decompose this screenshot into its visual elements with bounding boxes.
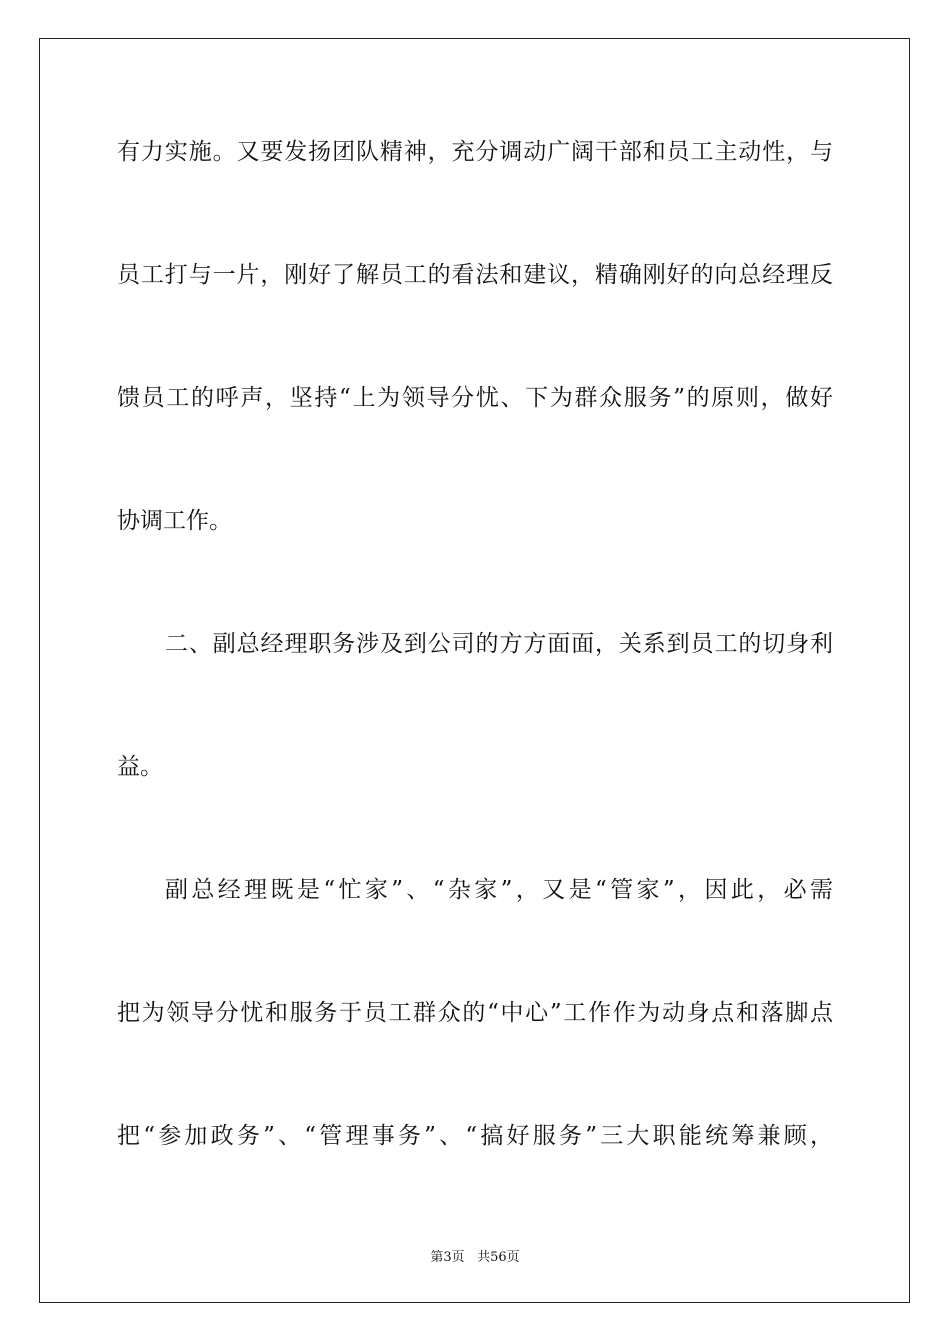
text-line-8: 把为领导分忧和服务于员工群众的“中心”工作作为动身点和落脚点 (117, 1000, 833, 1026)
page-number-current: 第3页 (430, 1250, 465, 1265)
text-line-5: 二、副总经理职务涉及到公司的方方面面，关系到员工的切身利 (165, 631, 833, 657)
text-line-4: 协调工作。 (117, 508, 232, 534)
text-line-9: 把“参加政务”、“管理事务”、“搞好服务”三大职能统筹兼顾， (117, 1123, 833, 1149)
page-number-total: 共56页 (477, 1250, 520, 1265)
text-line-2: 员工打与一片，刚好了解员工的看法和建议，精确刚好的向总经理反 (117, 262, 833, 288)
page-border (39, 38, 910, 1303)
text-line-6: 益。 (117, 754, 163, 780)
text-line-1: 有力实施。又要发扬团队精神，充分调动广阔干部和员工主动性，与 (117, 139, 833, 165)
text-line-7: 副总经理既是“忙家”、“杂家”，又是“管家”，因此，必需 (165, 877, 833, 903)
page-footer (0, 1246, 950, 1265)
text-line-3: 馈员工的呼声，坚持“上为领导分忧、下为群众服务”的原则，做好 (117, 385, 833, 411)
